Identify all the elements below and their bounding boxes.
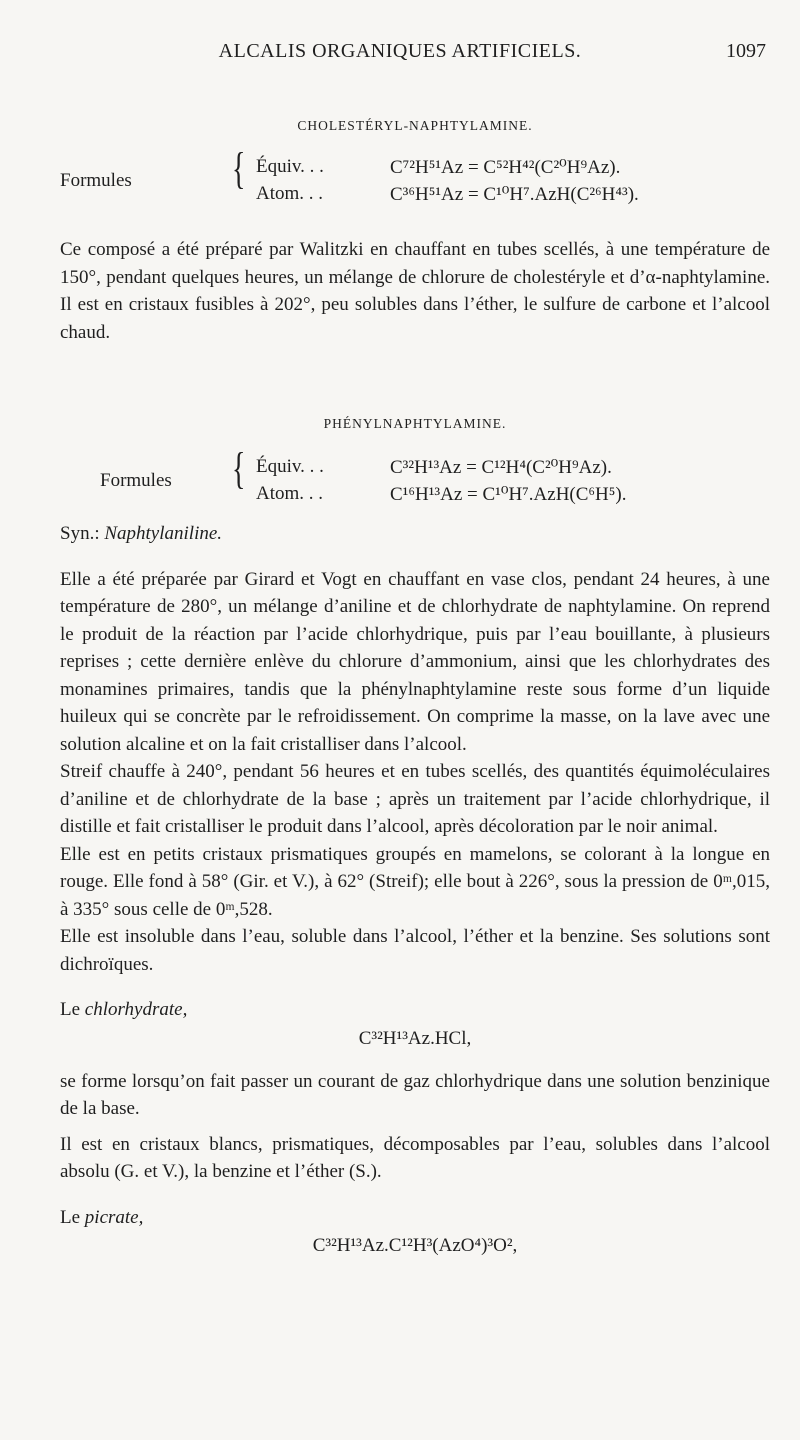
- chlorhydrate-line: [60, 996, 770, 1024]
- page-content: [60, 118, 770, 1257]
- section-title-phenylnaphtylamine: PHÉNYLNAPHTYLAMINE.: [323, 416, 507, 431]
- page-number: 1097: [726, 40, 766, 62]
- chlorhydrate-prefix: Le: [60, 999, 85, 1020]
- synonym-line: [60, 520, 770, 548]
- equiv-label: Équiv. . .: [256, 156, 324, 177]
- synonym-prefix: Syn.:: [60, 523, 105, 544]
- atom-formula: C¹⁶H¹³Az = C¹⁰H⁷.AzH(C⁶H⁵).: [390, 484, 627, 505]
- atom-label: Atom. . .: [256, 483, 324, 504]
- chlorhydrate-name: chlorhydrate,: [84, 999, 188, 1020]
- picrate-formula: C³²H¹³Az.C¹²H³(AzO⁴)³O²,: [312, 1235, 518, 1256]
- paragraph: Elle a été préparée par Girard et Vogt en chauffant en vase clos, pendant 24 heures, à une température de 280°, un mélange d’aniline et de chlorhydrate de naphtylamine. On reprend le produit de la réaction par l’acide chlorhydrique, puis par l’eau bouillante, à plusieurs reprises ; cette dernière enlève du chlorure d’ammonium, ainsi que les chlorhydrates des monamines primaires, tandis que la phénylnaphtylamine reste sous forme d’un liquide huileux qui se concrète par le refroidissement. On comprime la masse, on la lave avec une solution alcaline et on la fait cristalliser dans l’alcool.: [60, 568, 770, 755]
- paragraph: se forme lorsqu’on fait passer un courant de gaz chlorhydrique dans une solution benzinique de la base.: [60, 1070, 770, 1119]
- formulas-label: Formules: [100, 470, 172, 491]
- brace: {: [232, 444, 246, 494]
- atom-label: Atom. . .: [256, 183, 324, 204]
- chlorhydrate-formula: C³²H¹³Az.HCl,: [358, 1027, 472, 1049]
- synonym-value: Naphtylaniline.: [104, 523, 223, 544]
- paragraph: Il est en cristaux blancs, prismatiques, décomposables par l’eau, solubles dans l’alcool absolu (G. et V.), la benzine et l’éther (S.).: [60, 1133, 770, 1182]
- picrate-prefix: Le: [60, 1206, 85, 1228]
- formulas-label: Formules: [60, 170, 132, 191]
- equiv-formula: C³²H¹³Az = C¹²H⁴(C²⁰H⁹Az).: [390, 457, 612, 478]
- formulas-block: [60, 444, 770, 510]
- brace: {: [232, 144, 246, 194]
- formulas-block: [60, 144, 770, 210]
- paragraph: Elle est en petits cristaux prismatiques groupés en mamelons, se colorant à la longue en rouge. Elle fond à 58° (Gir. et V.), à 62° (Streif); elle bout à 226°, sous la pression de 0ᵐ,015, à 335° sous celle de 0ᵐ,528.: [60, 843, 770, 920]
- equiv-formula: C⁷²H⁵¹Az = C⁵²H⁴²(C²⁰H⁹Az).: [390, 157, 621, 178]
- running-title: ALCALIS ORGANIQUES ARTIFICIELS.: [218, 40, 582, 62]
- paragraph: Ce composé a été préparé par Walitzki en chauffant en tubes scellés, à une température de 150°, pendant quelques heures, un mélange de chlorure de cholestéryle et d’α-naphtylamine. Il est en cristaux fusibles à 202°, peu solubles dans l’éther, le sulfure de carbone et l’alcool chaud.: [60, 239, 770, 343]
- section-title-cholesteryl-naphtylamine: CHOLESTÉRYL-NAPHTYLAMINE.: [297, 118, 533, 133]
- paragraph: Streif chauffe à 240°, pendant 56 heures et en tubes scellés, des quantités équimoléculaires d’aniline et de chlorhydrate de la base ; après un traitement par l’acide chlorhydrique, il distille et fait cristalliser le produit dans l’alcool, après décoloration par le noir animal.: [60, 761, 770, 837]
- equiv-label: Équiv. . .: [256, 456, 324, 477]
- picrate-line: [60, 1204, 770, 1232]
- atom-formula: C³⁶H⁵¹Az = C¹⁰H⁷.AzH(C²⁶H⁴³).: [390, 184, 639, 205]
- paragraph: Elle est insoluble dans l’eau, soluble dans l’alcool, l’éther et la benzine. Ses solutions sont dichroïques.: [60, 926, 770, 975]
- page-header: [0, 40, 800, 68]
- picrate-name: picrate,: [84, 1206, 144, 1228]
